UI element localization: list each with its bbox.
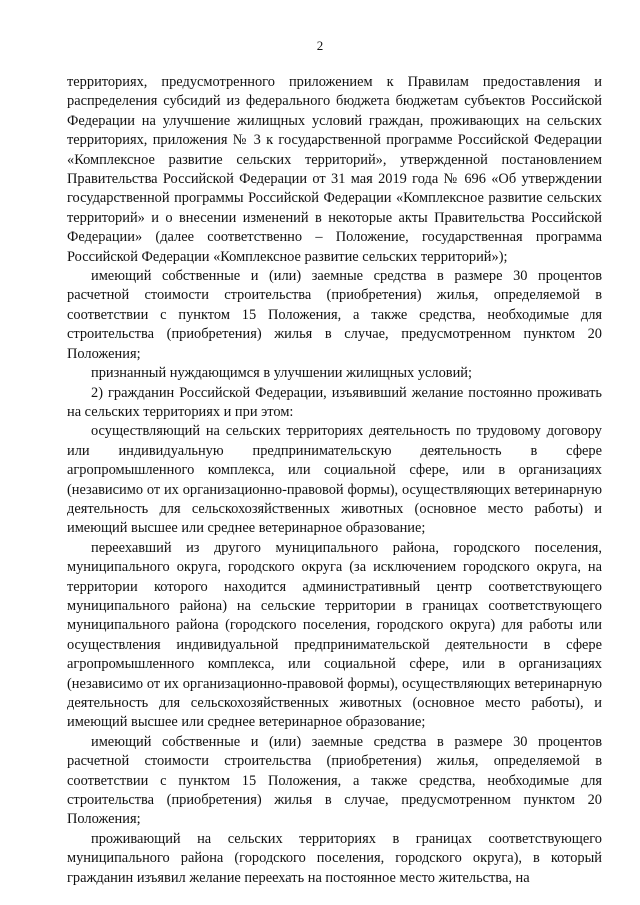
paragraph: имеющий собственные и (или) заемные средства в размере 30 процентов расчетной стоимости строительства (приобретения) жилья, определяемой в соответствии с пунктом 15 Положения, а также средства, необходимые для строительства (приобретения) жилья в случае, предусмотренном пунктом 20 Положения; (67, 268, 602, 362)
paragraph: 2) гражданин Российской Федерации, изъявивший желание постоянно проживать на сельских территориях и при этом: (67, 384, 602, 420)
paragraph: проживающий на сельских территориях в границах соответствующего муниципального района (городского поселения, городского округа), в который гражданин изъявил желание переехать на постоянное место жительства, на (67, 830, 602, 886)
paragraph: имеющий собственные и (или) заемные средства в размере 30 процентов расчетной стоимости строительства (приобретения) жилья, определяемой в соответствии с пунктом 15 Положения, а также средства, необходимые для строительства (приобретения) жилья в случае, предусмотренном пунктом 20 Положения; (67, 733, 602, 828)
document-body (67, 73, 602, 888)
paragraph: признанный нуждающимся в улучшении жилищных условий; (91, 365, 473, 382)
page-number: 2 (316, 38, 324, 53)
paragraph: территориях, предусмотренного приложением к Правилам предоставления и распределения субсидий из федерального бюджета бюджетам субъектов Российской Федерации на улучшение жилищных условий граждан, проживающих на сельских территориях, приложения № 3 к государственной программе Российской Федерации «Комплексное развитие сельских территорий», утвержденной постановлением Правительства Российской Федерации от 31 мая 2019 года № 696 «Об утверждении государственной программы Российской Федерации «Комплексное развитие сельских территорий» и о внесении изменений в некоторые акты Правительства Российской Федерации» (далее соответственно – Положение, государственная программа Российской Федерации «Комплексное развитие сельских территорий»); (67, 74, 602, 265)
paragraph: осуществляющий на сельских территориях деятельность по трудовому договору или индивидуальную предпринимательскую деятельность в сфере агропромышленного комплекса, или социальной сфере, или в организациях (независимо от их организационно-правовой формы), осуществляющих ветеринарную деятельность для сельскохозяйственных животных (основное место работы) и имеющий высшее или среднее ветеринарное образование; (67, 423, 602, 537)
paragraph: переехавший из другого муниципального района, городского поселения, муниципального округа, городского округа (за исключением городского округа, на территории которого находится административный центр соответствующего муниципального района) на сельские территории в границах соответствующего муниципального района (городского поселения, городского округа) для работы или осуществления индивидуальной предпринимательской деятельности в сфере агропромышленного комплекса, или социальной сфере, или в организациях (независимо от их организационно-правовой формы), осуществляющих ветеринарную деятельность для сельскохозяйственных животных (основное место работы), и имеющий высшее или среднее ветеринарное образование; (67, 539, 602, 731)
